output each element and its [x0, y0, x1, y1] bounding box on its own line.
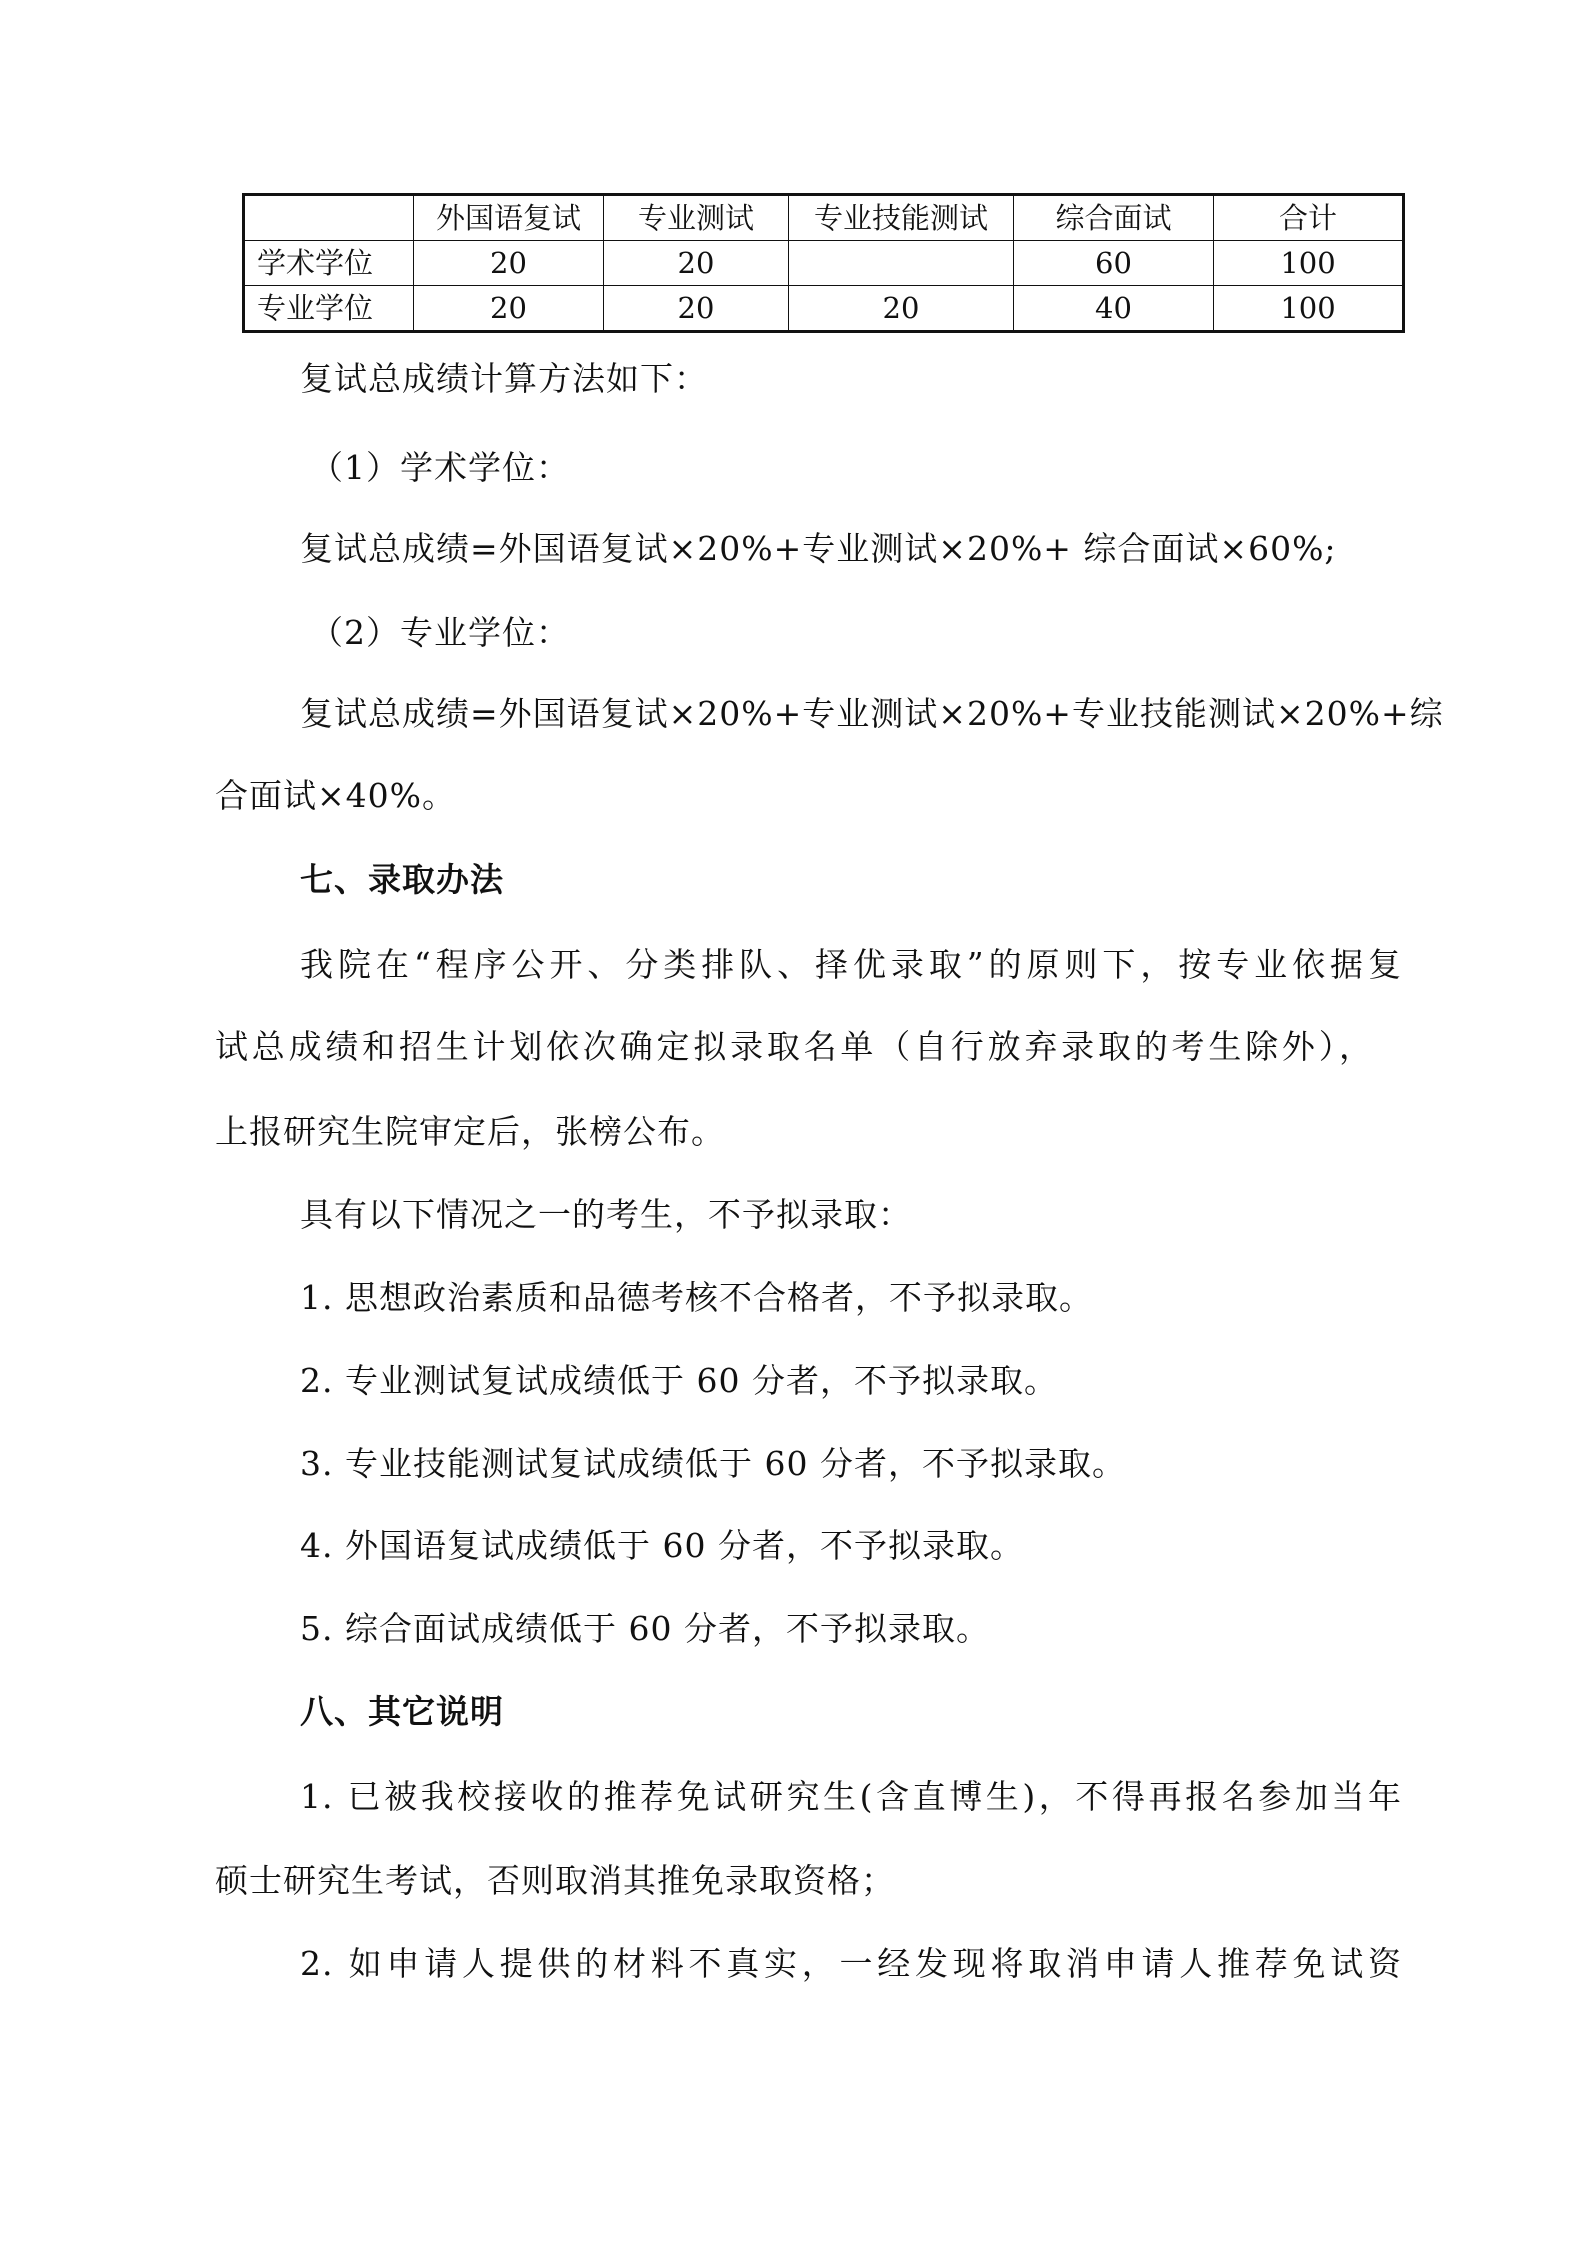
table-cell: 60: [1014, 241, 1214, 286]
table-cell: 20: [414, 286, 604, 332]
paragraph-line: 我院在“程序公开、分类排队、择优录取”的原则下，按专业依据复: [300, 945, 1402, 984]
list-item: 1. 已被我校接收的推荐免试研究生(含直博生)，不得再报名参加当年: [300, 1777, 1402, 1816]
table-row-label: 学术学位: [244, 241, 414, 286]
paragraph-line: 上报研究生院审定后，张榜公布。: [215, 1112, 725, 1151]
paragraph-line: 具有以下情况之一的考生，不予拟录取：: [300, 1195, 912, 1234]
table-cell: 100: [1214, 286, 1404, 332]
table-header-cell: 专业测试: [604, 195, 789, 241]
table-header-cell: 综合面试: [1014, 195, 1214, 241]
list-item: 2. 如申请人提供的材料不真实，一经发现将取消申请人推荐免试资: [300, 1944, 1402, 1983]
list-item: 4. 外国语复试成绩低于 60 分者，不予拟录取。: [300, 1526, 1024, 1565]
list-item: 3. 专业技能测试复试成绩低于 60 分者，不予拟录取。: [300, 1444, 1126, 1483]
table-cell: 20: [789, 286, 1014, 332]
formula-line: 复试总成绩=外国语复试×20%+专业测试×20%+专业技能测试×20%+综: [300, 694, 1444, 733]
table-header-cell: 外国语复试: [414, 195, 604, 241]
score-weight-table: [242, 193, 1405, 333]
table-cell: [789, 241, 1014, 286]
paragraph-line: 复试总成绩计算方法如下：: [300, 359, 708, 398]
table-row: [244, 241, 1404, 286]
section-heading: 八、其它说明: [300, 1692, 504, 1731]
list-item: 2. 专业测试复试成绩低于 60 分者，不予拟录取。: [300, 1361, 1058, 1400]
table-cell: 40: [1014, 286, 1214, 332]
table-header-cell: 专业技能测试: [789, 195, 1014, 241]
table-cell: 100: [1214, 241, 1404, 286]
list-item: 1. 思想政治素质和品德考核不合格者，不予拟录取。: [300, 1278, 1093, 1317]
list-item: 5. 综合面试成绩低于 60 分者，不予拟录取。: [300, 1609, 990, 1648]
table-header-row: [244, 195, 1404, 241]
table-cell: 20: [604, 286, 789, 332]
section-heading: 七、录取办法: [300, 860, 504, 899]
table-row: [244, 286, 1404, 332]
paragraph-line: （2）专业学位：: [310, 613, 570, 652]
paragraph-line: （1）学术学位：: [310, 448, 570, 487]
table-cell: 20: [604, 241, 789, 286]
formula-line: 复试总成绩=外国语复试×20%+专业测试×20%+ 综合面试×60%;: [300, 529, 1337, 568]
paragraph-line: 试总成绩和招生计划依次确定拟录取名单（自行放弃录取的考生除外），: [215, 1027, 1373, 1066]
paragraph-line: 硕士研究生考试，否则取消其推免录取资格；: [215, 1861, 895, 1900]
table-header-cell: [244, 195, 414, 241]
table-cell: 20: [414, 241, 604, 286]
table-row-label: 专业学位: [244, 286, 414, 332]
table-header-cell: 合计: [1214, 195, 1404, 241]
formula-line: 合面试×40%。: [215, 776, 456, 815]
